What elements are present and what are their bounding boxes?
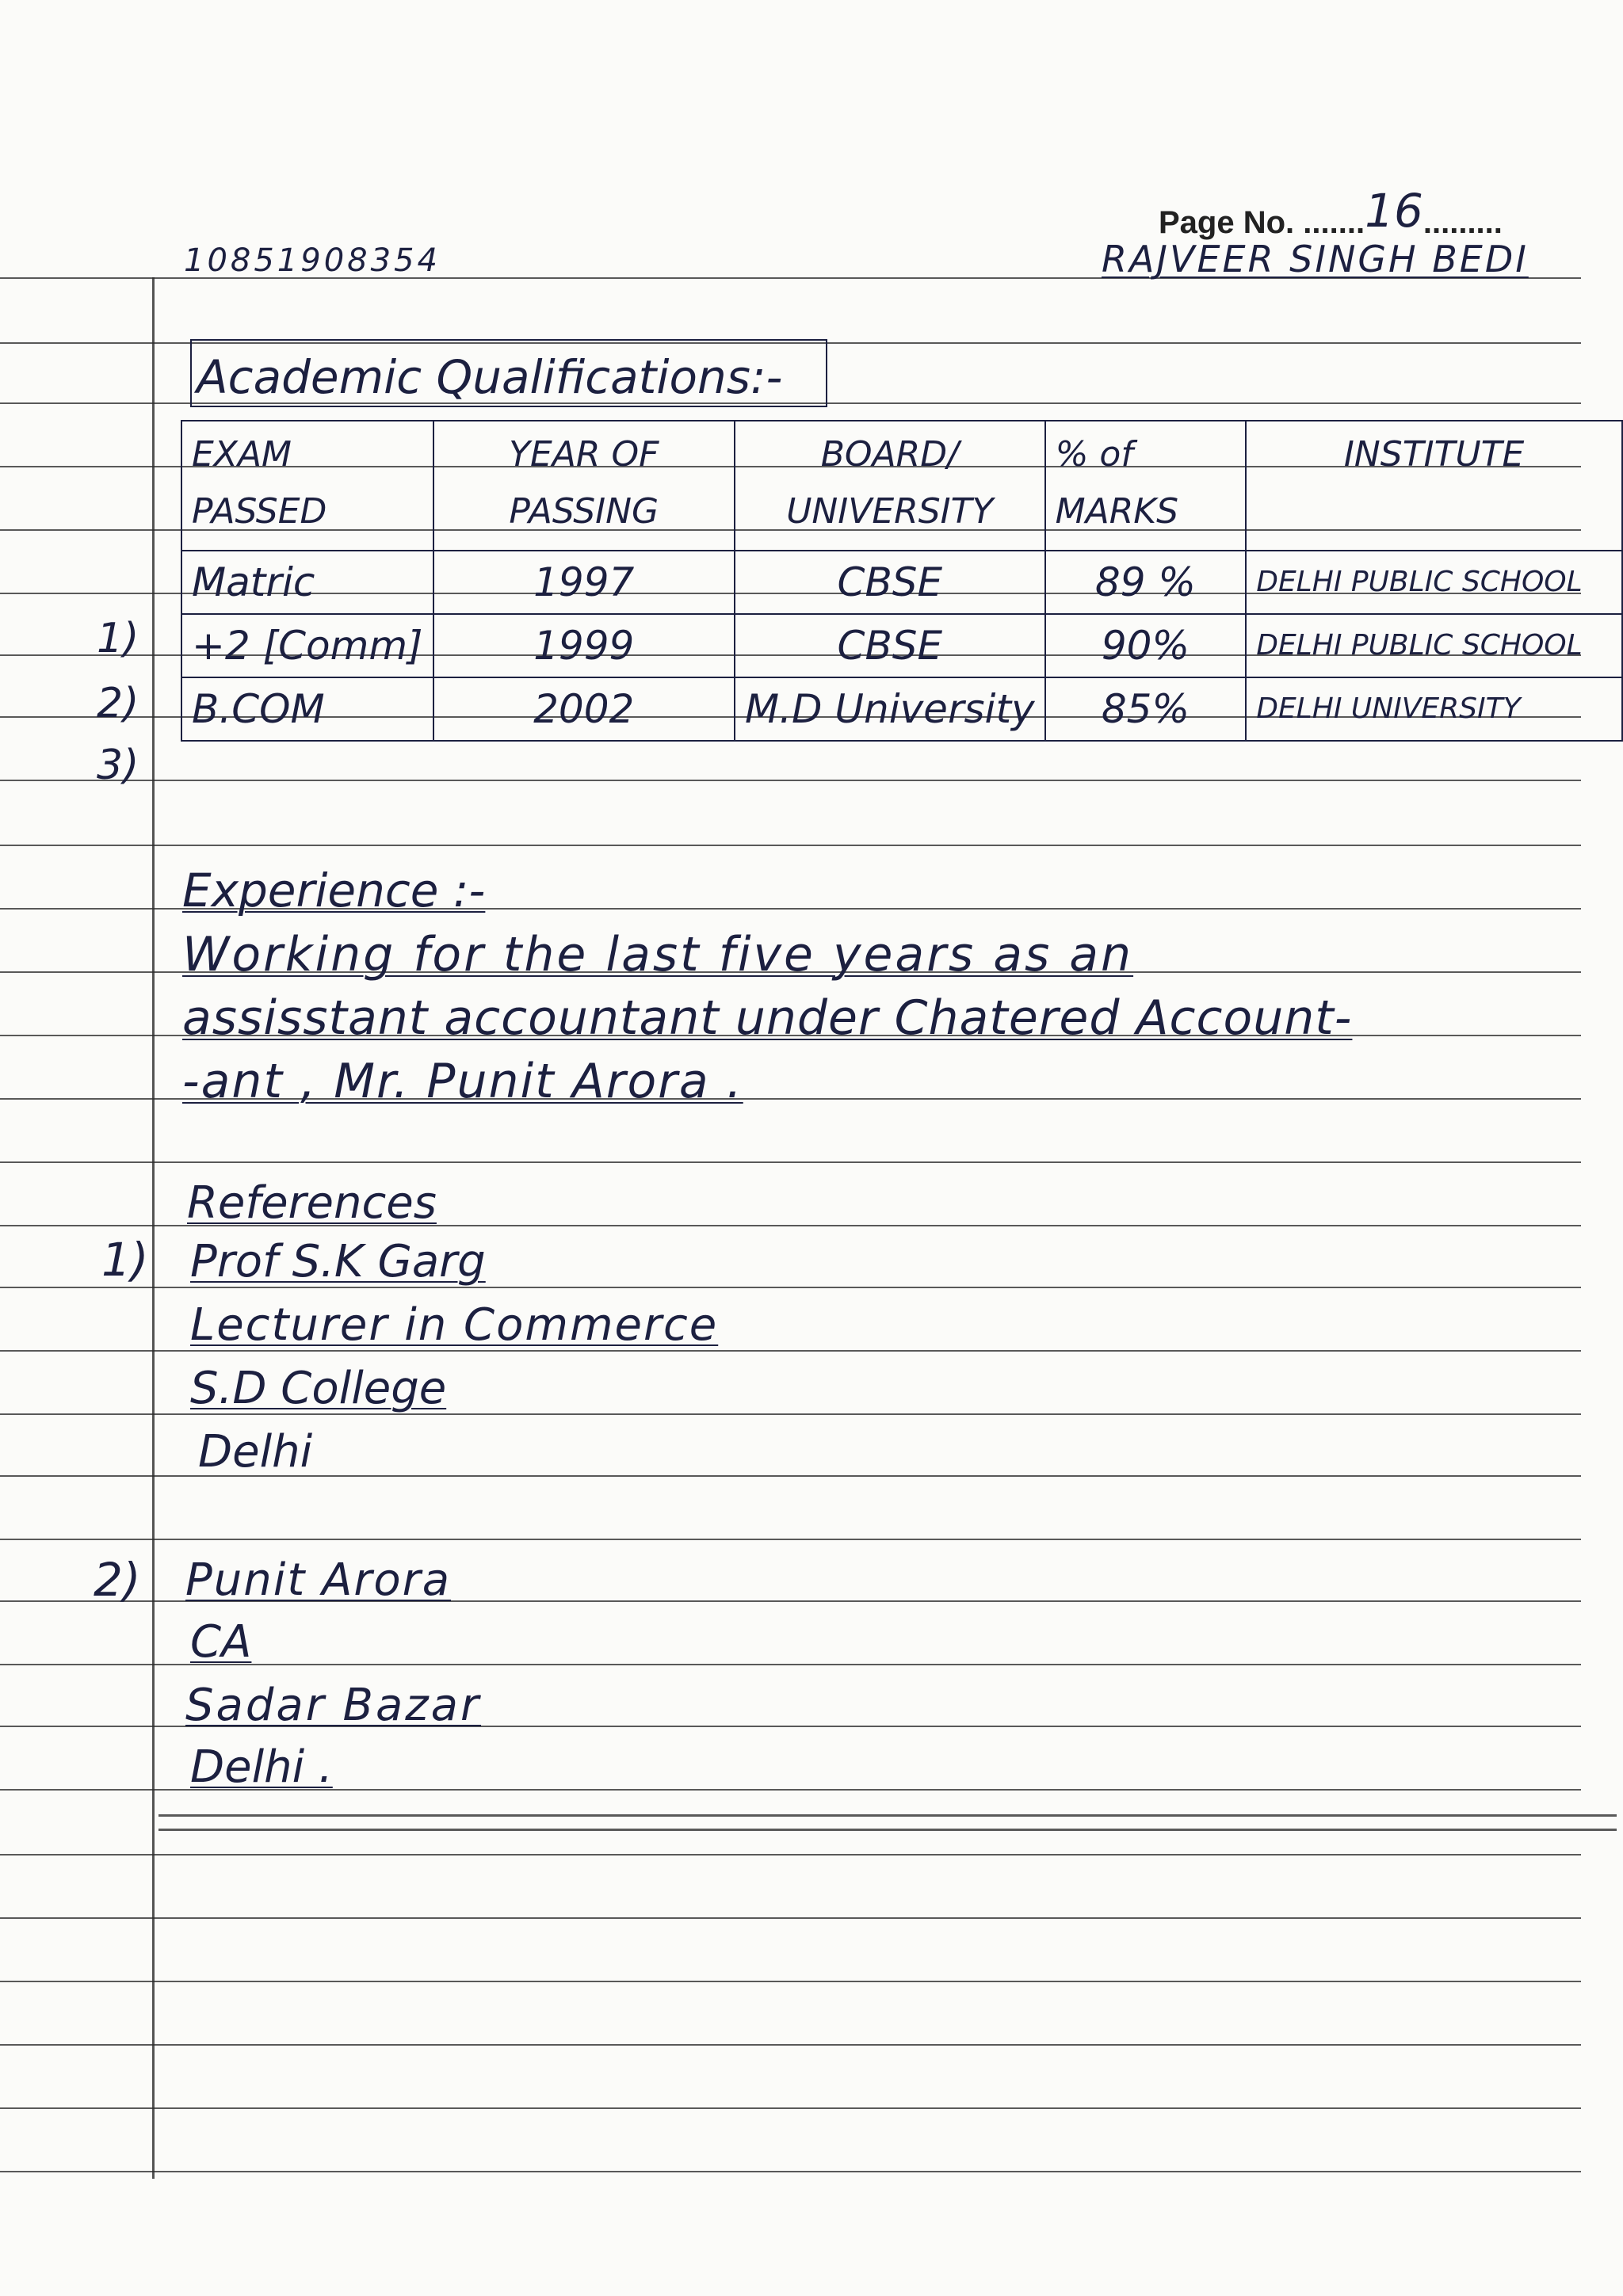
col-institute: INSTITUTE [1246, 421, 1622, 551]
cell-marks: 85% [1045, 677, 1247, 741]
experience-line: assisstant accountant under Chatered Account- [182, 990, 1353, 1046]
table-header-row [181, 421, 1622, 551]
ruled-line [0, 845, 1581, 846]
margin-rule [152, 277, 155, 2179]
ruled-line [0, 1539, 1581, 1540]
row-index: 3) [97, 742, 139, 789]
page-number-value: 16 [1365, 184, 1423, 238]
reference-line: Delhi . [190, 1741, 333, 1793]
ruled-line [0, 1161, 1581, 1163]
col-marks: % of MARKS [1045, 421, 1247, 551]
cell-board: CBSE [735, 614, 1045, 677]
cell-marks: 90% [1045, 614, 1247, 677]
reference-index: 1) [101, 1233, 149, 1287]
reference-line: S.D College [190, 1363, 447, 1414]
qualifications-table [181, 420, 1623, 742]
section-end-line [158, 1814, 1617, 1817]
cell-exam: B.COM [181, 677, 433, 741]
ruled-line [0, 1981, 1581, 1982]
table-row [181, 614, 1622, 677]
col-year-of-passing: YEAR OF PASSING [433, 421, 735, 551]
cell-institute: DELHI PUBLIC SCHOOL [1246, 551, 1622, 614]
cell-exam: Matric [181, 551, 433, 614]
ruled-line [0, 2107, 1581, 2109]
ruled-line [0, 1917, 1581, 1919]
reference-line: Punit Arora [185, 1554, 452, 1606]
table-row [181, 677, 1622, 741]
ruled-line [0, 780, 1581, 781]
academic-heading: Academic Qualifications:- [197, 350, 783, 404]
cell-year: 1999 [433, 614, 735, 677]
row-index: 1) [97, 615, 139, 662]
col-exam-passed: EXAM PASSED [181, 421, 433, 551]
cell-board: CBSE [735, 551, 1045, 614]
reference-line: Lecturer in Commerce [190, 1299, 719, 1351]
ruled-line [0, 2171, 1581, 2172]
experience-heading: Experience :- [182, 864, 486, 917]
reference-line: Prof S.K Garg [190, 1236, 486, 1287]
section-end-line [158, 1829, 1617, 1831]
references-heading: References [187, 1177, 437, 1229]
cell-year: 2002 [433, 677, 735, 741]
col-board-university: BOARD/ UNIVERSITY [735, 421, 1045, 551]
page-number [1159, 184, 1503, 244]
reference-line: Sadar Bazar [185, 1680, 482, 1731]
reference-line: Delhi [198, 1426, 313, 1478]
ruled-line [0, 2044, 1581, 2046]
cell-board: M.D University [735, 677, 1045, 741]
table-row [181, 551, 1622, 614]
cell-institute: DELHI PUBLIC SCHOOL [1246, 614, 1622, 677]
cell-institute: DELHI UNIVERSITY [1246, 677, 1622, 741]
ruled-line [0, 1854, 1581, 1855]
cell-year: 1997 [433, 551, 735, 614]
cell-marks: 89 % [1045, 551, 1247, 614]
cell-exam: +2 [Comm] [181, 614, 433, 677]
reference-index: 2) [94, 1553, 141, 1607]
page-number-label: Page No. ....... [1159, 205, 1365, 240]
row-index: 2) [97, 680, 139, 727]
experience-line: -ant , Mr. Punit Arora . [182, 1054, 743, 1109]
reference-line: CA [190, 1616, 252, 1668]
experience-line: Working for the last five years as an [182, 927, 1134, 982]
page-number-tail: ......... [1423, 205, 1503, 240]
id-number: 10851908354 [184, 242, 441, 279]
student-name: RAJVEER SINGH BEDI [1102, 238, 1529, 280]
